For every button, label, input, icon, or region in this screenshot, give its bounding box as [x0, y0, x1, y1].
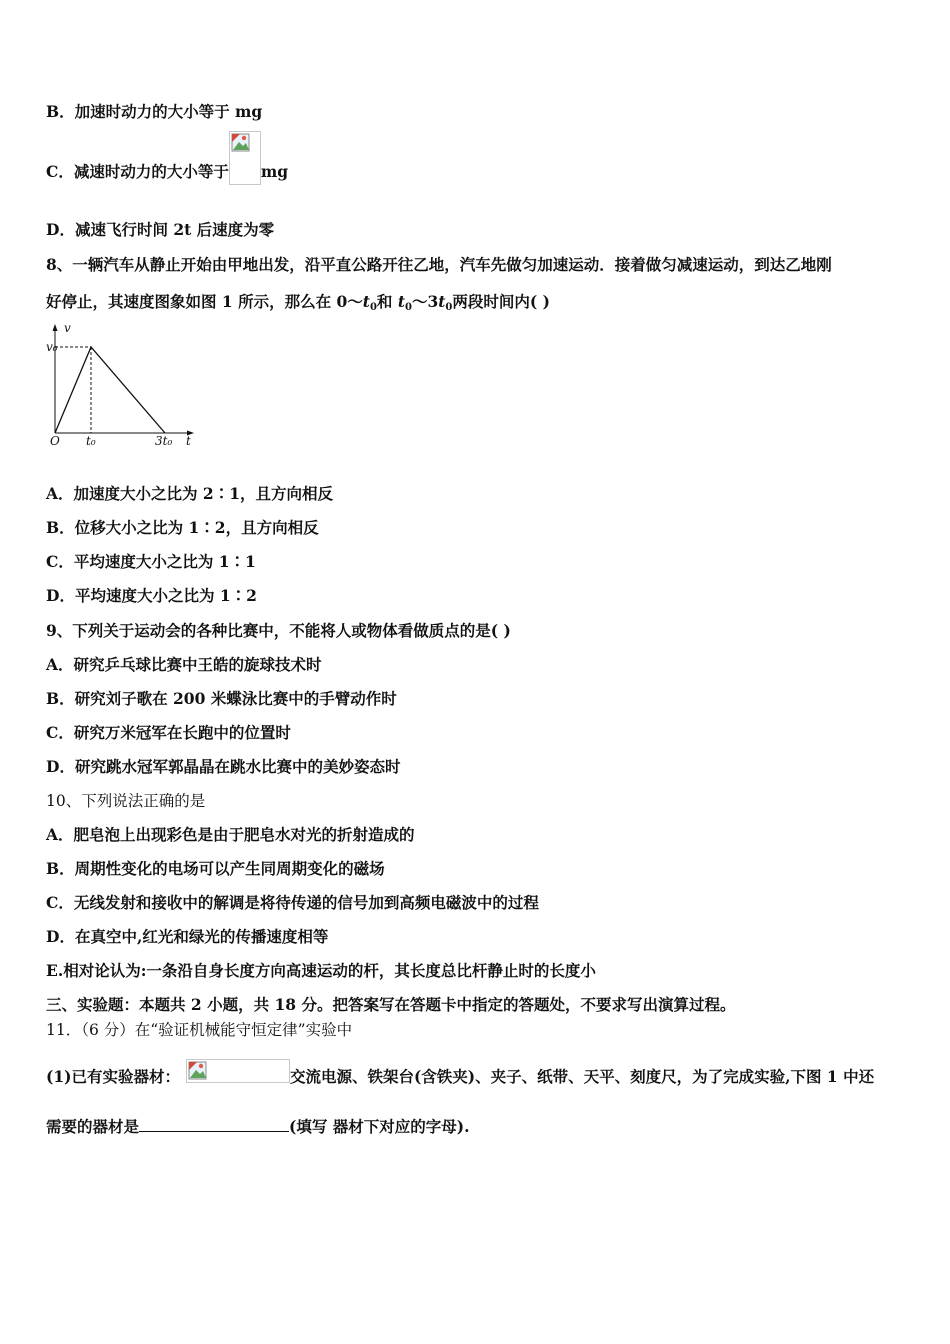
q7-option-c-suffix: mg — [260, 162, 289, 181]
q8-stem-line2 — [46, 292, 550, 318]
q8-stem-part-d: 两段时间内( ) — [452, 292, 550, 311]
answer-blank[interactable] — [139, 1117, 289, 1132]
q10-option-b: B．周期性变化的电场可以产生同周期变化的磁场 — [46, 859, 385, 878]
q9-option-c: C．研究万米冠军在长跑中的位置时 — [46, 723, 291, 742]
section3-heading: 三、实验题：本题共 2 小题，共 18 分。把答案写在答题卡中指定的答题处，不要求写出演算过程。 — [46, 995, 736, 1014]
q11-stem: 11．（6 分）在“验证机械能守恒定律”实验中 — [46, 1021, 353, 1039]
broken-image-icon — [229, 131, 261, 185]
t-symbol: t — [397, 292, 405, 311]
subscript-0: 0 — [369, 302, 377, 313]
q7-option-d: D．减速飞行时间 2t 后速度为零 — [46, 220, 275, 239]
x-tick-3t0: 3t₀ — [155, 434, 173, 448]
q9-option-d: D．研究跳水冠军郭晶晶在跳水比赛中的美妙姿态时 — [46, 757, 401, 776]
q9-option-b: B．研究刘子歌在 200 米蝶泳比赛中的手臂动作时 — [46, 689, 397, 708]
t-symbol: t — [438, 292, 446, 311]
q10-stem: 10、下列说法正确的是 — [46, 792, 206, 810]
q11-part1-suffix: 交流电源、铁架台(含铁夹)、夹子、纸带、天平、刻度尺，为了完成实验,下图 1 中还 — [289, 1067, 875, 1086]
q8-option-a: A．加速度大小之比为 2∶1，且方向相反 — [46, 484, 333, 503]
q10-option-a: A．肥皂泡上出现彩色是由于肥皂水对光的折射造成的 — [46, 825, 415, 844]
q7-option-c-prefix: C．减速时动力的大小等于 — [46, 162, 229, 181]
q7-option-b: B．加速时动力的大小等于 mg — [46, 102, 263, 121]
q11-part1-prefix: (1)已有实验器材： — [46, 1067, 180, 1086]
q11-part1-line2 — [46, 1117, 469, 1137]
q8-option-b: B．位移大小之比为 1∶2，且方向相反 — [46, 518, 319, 537]
q8-stem-part-b: 和 — [376, 292, 398, 311]
q8-stem-line1: 8、一辆汽车从静止开始由甲地出发，沿平直公路开往乙地，汽车先做匀加速运动．接着做匀减速运动，到达乙地刚 — [46, 255, 832, 274]
q7-option-c — [46, 161, 288, 185]
q10-option-d: D．在真空中,红光和绿光的传播速度相等 — [46, 927, 329, 946]
q9-stem: 9、下列关于运动会的各种比赛中，不能将人或物体看做质点的是( ) — [46, 621, 511, 640]
q8-stem-part-a: 好停止，其速度图象如图 1 所示，那么在 0～ — [46, 292, 363, 311]
q8-option-d: D．平均速度大小之比为 1∶2 — [46, 586, 257, 605]
subscript-0: 0 — [404, 302, 412, 313]
y-axis-label: v — [64, 321, 71, 335]
q11-part1-line2-suffix: (填写 器材下对应的字母). — [289, 1117, 470, 1136]
q10-option-e: E.相对论认为:一条沿自身长度方向高速运动的杆，其长度总比杆静止时的长度小 — [46, 961, 596, 980]
origin-label: O — [50, 434, 60, 448]
q8-stem-part-c: ～3 — [411, 292, 439, 311]
x-axis-label: t — [186, 434, 191, 448]
x-tick-t0: t₀ — [86, 434, 96, 448]
q8-option-c: C．平均速度大小之比为 1∶1 — [46, 552, 256, 571]
broken-image-icon — [186, 1059, 290, 1083]
q10-option-c: C．无线发射和接收中的解调是将待传递的信号加到高频电磁波中的过程 — [46, 893, 539, 912]
velocity-line — [55, 347, 165, 433]
y-axis-arrow — [53, 324, 58, 331]
y-tick-v0: v₀ — [46, 340, 58, 354]
q9-option-a: A．研究乒乓球比赛中王皓的旋球技术时 — [46, 655, 322, 674]
t-symbol: t — [362, 292, 370, 311]
velocity-time-graph — [40, 318, 200, 453]
q11-part1-line2-prefix: 需要的器材是 — [46, 1117, 140, 1136]
q11-part1-line1 — [46, 1067, 874, 1087]
subscript-0: 0 — [445, 302, 453, 313]
